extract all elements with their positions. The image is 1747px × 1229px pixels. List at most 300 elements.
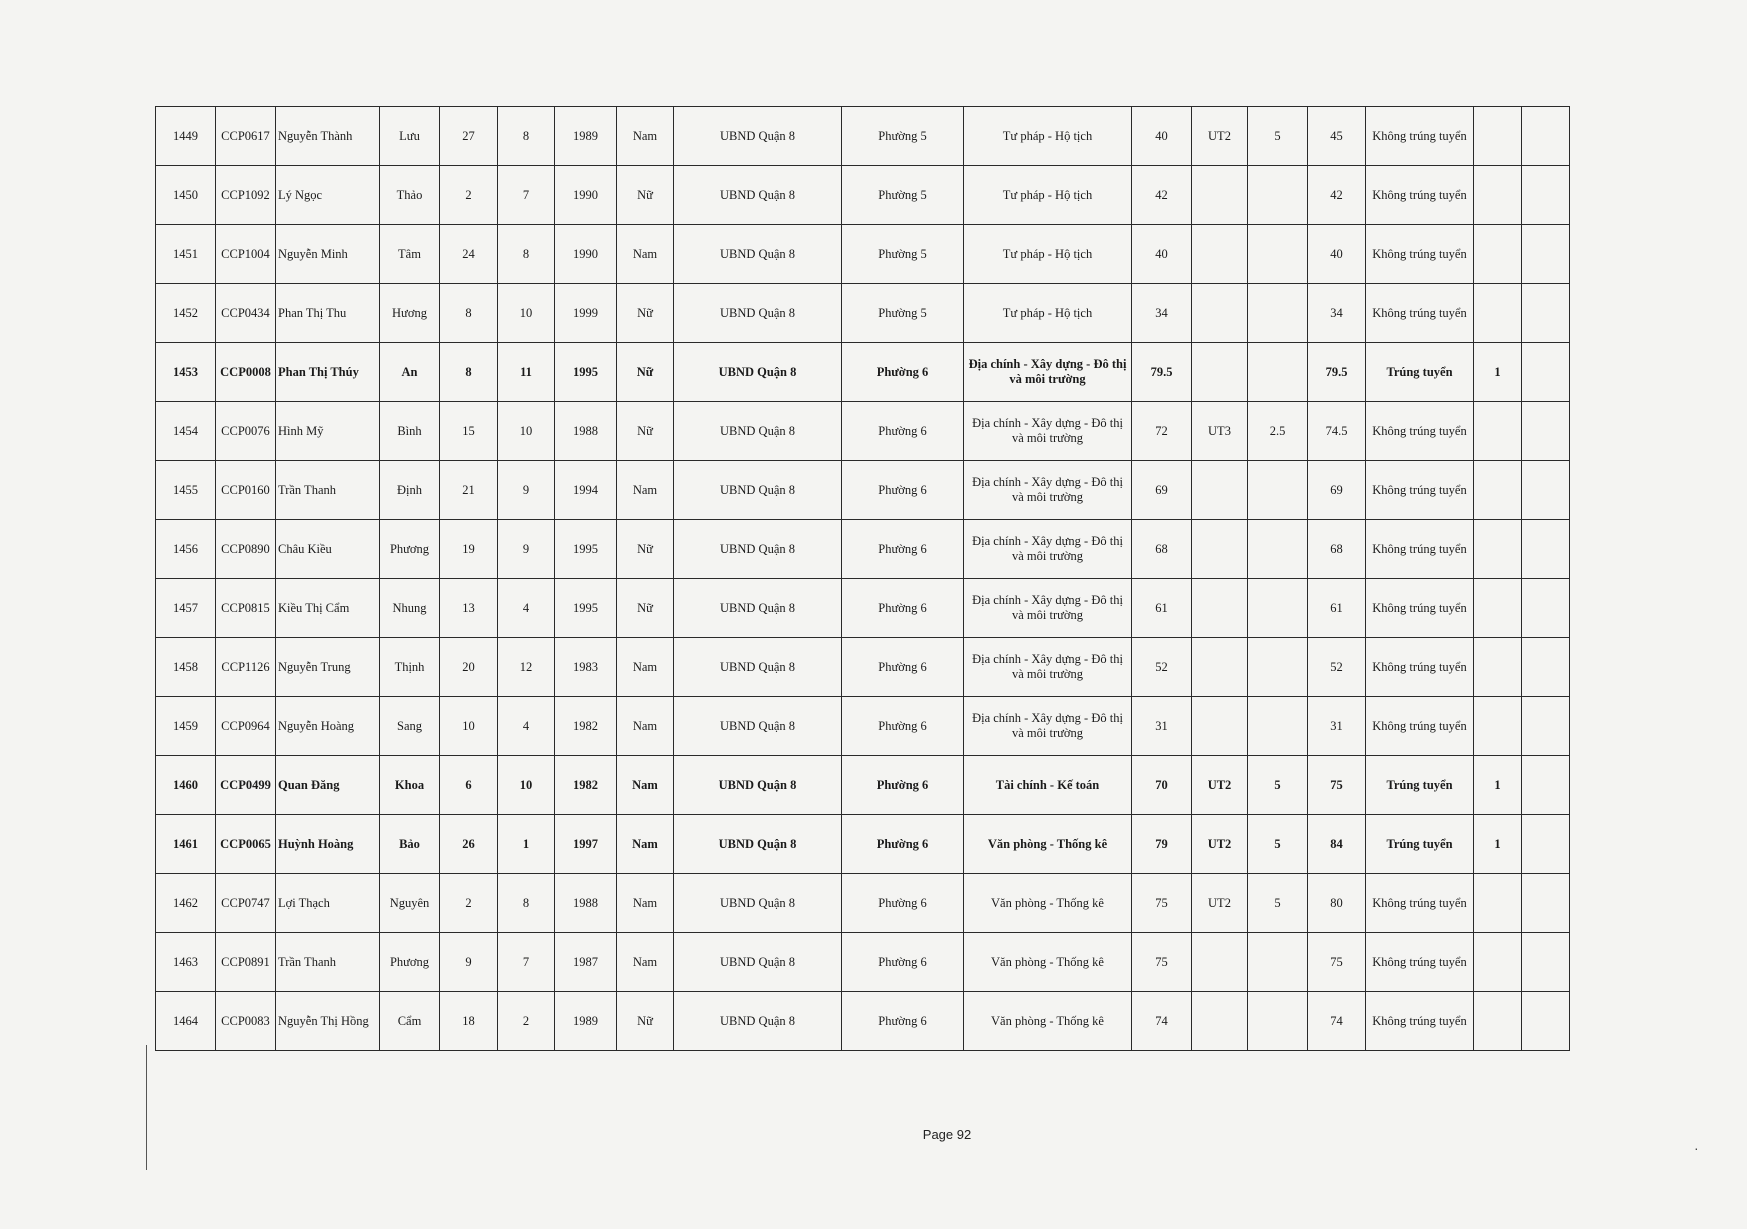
stt-cell: 1450 — [156, 166, 216, 225]
table-row — [156, 225, 1570, 284]
priority-points-cell: 2.5 — [1248, 402, 1308, 461]
birth-year-cell: 1997 — [555, 815, 617, 874]
table-row — [156, 520, 1570, 579]
stt-cell: 1459 — [156, 697, 216, 756]
birth-day-cell: 20 — [440, 638, 498, 697]
candidate-code-cell: CCP1126 — [216, 638, 276, 697]
total-cell: 74 — [1308, 992, 1366, 1051]
score-cell: 40 — [1132, 107, 1192, 166]
priority-points-cell — [1248, 461, 1308, 520]
result-cell: Không trúng tuyển — [1366, 284, 1474, 343]
total-cell: 61 — [1308, 579, 1366, 638]
surname-cell: Phan Thị Thu — [276, 284, 380, 343]
birth-year-cell: 1982 — [555, 756, 617, 815]
priority-cell — [1192, 166, 1248, 225]
birth-month-cell: 7 — [498, 166, 555, 225]
stt-cell: 1453 — [156, 343, 216, 402]
priority-points-cell: 5 — [1248, 874, 1308, 933]
position-cell: Địa chính - Xây dựng - Đô thị và môi trường — [964, 343, 1132, 402]
position-cell: Văn phòng - Thống kê — [964, 815, 1132, 874]
priority-cell: UT2 — [1192, 756, 1248, 815]
total-cell: 74.5 — [1308, 402, 1366, 461]
district-cell: UBND Quận 8 — [674, 815, 842, 874]
ward-cell: Phường 6 — [842, 520, 964, 579]
gender-cell: Nữ — [617, 579, 674, 638]
birth-year-cell: 1995 — [555, 579, 617, 638]
priority-points-cell — [1248, 638, 1308, 697]
birth-month-cell: 8 — [498, 874, 555, 933]
score-cell: 75 — [1132, 874, 1192, 933]
surname-cell: Nguyễn Trung — [276, 638, 380, 697]
birth-year-cell: 1982 — [555, 697, 617, 756]
score-cell: 79.5 — [1132, 343, 1192, 402]
gender-cell: Nam — [617, 638, 674, 697]
stt-cell: 1456 — [156, 520, 216, 579]
priority-cell: UT3 — [1192, 402, 1248, 461]
priority-points-cell — [1248, 166, 1308, 225]
birth-year-cell: 1989 — [555, 992, 617, 1051]
birth-year-cell: 1988 — [555, 402, 617, 461]
table-body — [156, 107, 1570, 1051]
ward-cell: Phường 6 — [842, 343, 964, 402]
birth-year-cell: 1989 — [555, 107, 617, 166]
candidate-code-cell: CCP0890 — [216, 520, 276, 579]
given-name-cell: Cẩm — [380, 992, 440, 1051]
district-cell: UBND Quận 8 — [674, 284, 842, 343]
table-row — [156, 697, 1570, 756]
count-cell — [1474, 933, 1522, 992]
candidate-code-cell: CCP0076 — [216, 402, 276, 461]
gender-cell: Nữ — [617, 166, 674, 225]
count-cell: 1 — [1474, 815, 1522, 874]
candidate-code-cell: CCP0964 — [216, 697, 276, 756]
ward-cell: Phường 6 — [842, 933, 964, 992]
surname-cell: Trần Thanh — [276, 933, 380, 992]
birth-month-cell: 12 — [498, 638, 555, 697]
candidate-code-cell: CCP0891 — [216, 933, 276, 992]
given-name-cell: Bình — [380, 402, 440, 461]
district-cell: UBND Quận 8 — [674, 166, 842, 225]
district-cell: UBND Quận 8 — [674, 992, 842, 1051]
given-name-cell: Khoa — [380, 756, 440, 815]
surname-cell: Nguyễn Thành — [276, 107, 380, 166]
ward-cell: Phường 6 — [842, 461, 964, 520]
given-name-cell: Phương — [380, 520, 440, 579]
birth-day-cell: 2 — [440, 874, 498, 933]
table-row — [156, 638, 1570, 697]
district-cell: UBND Quận 8 — [674, 107, 842, 166]
total-cell: 75 — [1308, 933, 1366, 992]
table-row — [156, 815, 1570, 874]
position-cell: Văn phòng - Thống kê — [964, 874, 1132, 933]
birth-month-cell: 8 — [498, 107, 555, 166]
table-row — [156, 402, 1570, 461]
stt-cell: 1460 — [156, 756, 216, 815]
score-cell: 31 — [1132, 697, 1192, 756]
priority-points-cell — [1248, 284, 1308, 343]
total-cell: 79.5 — [1308, 343, 1366, 402]
result-cell: Không trúng tuyển — [1366, 992, 1474, 1051]
surname-cell: Nguyễn Minh — [276, 225, 380, 284]
count-cell — [1474, 579, 1522, 638]
gender-cell: Nam — [617, 874, 674, 933]
stt-cell: 1457 — [156, 579, 216, 638]
result-cell: Không trúng tuyển — [1366, 520, 1474, 579]
stt-cell: 1463 — [156, 933, 216, 992]
position-cell: Địa chính - Xây dựng - Đô thị và môi trường — [964, 520, 1132, 579]
count-cell — [1474, 992, 1522, 1051]
given-name-cell: Nhung — [380, 579, 440, 638]
table-row — [156, 874, 1570, 933]
note-cell — [1522, 166, 1570, 225]
gender-cell: Nam — [617, 697, 674, 756]
total-cell: 52 — [1308, 638, 1366, 697]
priority-cell — [1192, 461, 1248, 520]
candidate-code-cell: CCP0499 — [216, 756, 276, 815]
count-cell — [1474, 107, 1522, 166]
total-cell: 40 — [1308, 225, 1366, 284]
birth-day-cell: 9 — [440, 933, 498, 992]
gender-cell: Nam — [617, 756, 674, 815]
note-cell — [1522, 284, 1570, 343]
birth-month-cell: 7 — [498, 933, 555, 992]
stt-cell: 1464 — [156, 992, 216, 1051]
table-row — [156, 166, 1570, 225]
results-table — [155, 106, 1570, 1051]
note-cell — [1522, 815, 1570, 874]
position-cell: Tư pháp - Hộ tịch — [964, 166, 1132, 225]
scan-speck: · — [1694, 1140, 1699, 1156]
birth-year-cell: 1990 — [555, 225, 617, 284]
total-cell: 84 — [1308, 815, 1366, 874]
district-cell: UBND Quận 8 — [674, 874, 842, 933]
result-cell: Không trúng tuyển — [1366, 402, 1474, 461]
result-cell: Không trúng tuyển — [1366, 874, 1474, 933]
ward-cell: Phường 5 — [842, 284, 964, 343]
priority-points-cell: 5 — [1248, 107, 1308, 166]
surname-cell: Kiều Thị Cẩm — [276, 579, 380, 638]
position-cell: Văn phòng - Thống kê — [964, 933, 1132, 992]
given-name-cell: Định — [380, 461, 440, 520]
count-cell: 1 — [1474, 343, 1522, 402]
priority-cell — [1192, 933, 1248, 992]
priority-points-cell — [1248, 992, 1308, 1051]
birth-year-cell: 1995 — [555, 343, 617, 402]
surname-cell: Lý Ngọc — [276, 166, 380, 225]
count-cell — [1474, 697, 1522, 756]
candidate-code-cell: CCP0747 — [216, 874, 276, 933]
page-number: Page 92 — [922, 1127, 972, 1142]
birth-year-cell: 1990 — [555, 166, 617, 225]
count-cell — [1474, 284, 1522, 343]
birth-month-cell: 8 — [498, 225, 555, 284]
result-cell: Không trúng tuyển — [1366, 166, 1474, 225]
ward-cell: Phường 6 — [842, 579, 964, 638]
ward-cell: Phường 5 — [842, 225, 964, 284]
birth-day-cell: 18 — [440, 992, 498, 1051]
priority-cell — [1192, 579, 1248, 638]
result-cell: Không trúng tuyển — [1366, 107, 1474, 166]
candidate-code-cell: CCP0815 — [216, 579, 276, 638]
result-cell: Không trúng tuyển — [1366, 638, 1474, 697]
stt-cell: 1461 — [156, 815, 216, 874]
count-cell — [1474, 461, 1522, 520]
score-cell: 61 — [1132, 579, 1192, 638]
total-cell: 45 — [1308, 107, 1366, 166]
birth-year-cell: 1987 — [555, 933, 617, 992]
birth-month-cell: 10 — [498, 402, 555, 461]
result-cell: Không trúng tuyển — [1366, 225, 1474, 284]
birth-year-cell: 1999 — [555, 284, 617, 343]
result-cell: Trúng tuyển — [1366, 343, 1474, 402]
priority-cell — [1192, 638, 1248, 697]
gender-cell: Nam — [617, 815, 674, 874]
priority-cell — [1192, 284, 1248, 343]
candidate-code-cell: CCP0008 — [216, 343, 276, 402]
priority-points-cell: 5 — [1248, 815, 1308, 874]
birth-day-cell: 8 — [440, 343, 498, 402]
count-cell — [1474, 874, 1522, 933]
count-cell — [1474, 638, 1522, 697]
ward-cell: Phường 6 — [842, 756, 964, 815]
table-row — [156, 284, 1570, 343]
gender-cell: Nữ — [617, 284, 674, 343]
note-cell — [1522, 756, 1570, 815]
stt-cell: 1452 — [156, 284, 216, 343]
total-cell: 68 — [1308, 520, 1366, 579]
birth-day-cell: 21 — [440, 461, 498, 520]
table-row — [156, 343, 1570, 402]
position-cell: Tư pháp - Hộ tịch — [964, 284, 1132, 343]
given-name-cell: Phương — [380, 933, 440, 992]
ward-cell: Phường 6 — [842, 402, 964, 461]
count-cell — [1474, 402, 1522, 461]
surname-cell: Lợi Thạch — [276, 874, 380, 933]
priority-points-cell: 5 — [1248, 756, 1308, 815]
surname-cell: Quan Đăng — [276, 756, 380, 815]
score-cell: 68 — [1132, 520, 1192, 579]
score-cell: 72 — [1132, 402, 1192, 461]
birth-month-cell: 10 — [498, 756, 555, 815]
birth-day-cell: 13 — [440, 579, 498, 638]
note-cell — [1522, 402, 1570, 461]
position-cell: Tư pháp - Hộ tịch — [964, 225, 1132, 284]
total-cell: 75 — [1308, 756, 1366, 815]
note-cell — [1522, 697, 1570, 756]
priority-points-cell — [1248, 697, 1308, 756]
gender-cell: Nữ — [617, 343, 674, 402]
priority-cell — [1192, 697, 1248, 756]
district-cell: UBND Quận 8 — [674, 343, 842, 402]
stt-cell: 1451 — [156, 225, 216, 284]
priority-points-cell — [1248, 343, 1308, 402]
birth-month-cell: 4 — [498, 697, 555, 756]
birth-month-cell: 10 — [498, 284, 555, 343]
position-cell: Tư pháp - Hộ tịch — [964, 107, 1132, 166]
gender-cell: Nữ — [617, 520, 674, 579]
birth-month-cell: 11 — [498, 343, 555, 402]
candidate-code-cell: CCP0083 — [216, 992, 276, 1051]
priority-points-cell — [1248, 933, 1308, 992]
note-cell — [1522, 107, 1570, 166]
table-row — [156, 107, 1570, 166]
candidate-code-cell: CCP0434 — [216, 284, 276, 343]
birth-year-cell: 1994 — [555, 461, 617, 520]
note-cell — [1522, 343, 1570, 402]
priority-cell: UT2 — [1192, 107, 1248, 166]
note-cell — [1522, 992, 1570, 1051]
birth-month-cell: 2 — [498, 992, 555, 1051]
gender-cell: Nữ — [617, 992, 674, 1051]
count-cell: 1 — [1474, 756, 1522, 815]
scan-margin-line — [146, 1045, 147, 1170]
position-cell: Địa chính - Xây dựng - Đô thị và môi trường — [964, 402, 1132, 461]
surname-cell: Huỳnh Hoàng — [276, 815, 380, 874]
result-cell: Không trúng tuyển — [1366, 933, 1474, 992]
gender-cell: Nam — [617, 225, 674, 284]
score-cell: 69 — [1132, 461, 1192, 520]
gender-cell: Nữ — [617, 402, 674, 461]
district-cell: UBND Quận 8 — [674, 225, 842, 284]
birth-day-cell: 8 — [440, 284, 498, 343]
score-cell: 75 — [1132, 933, 1192, 992]
priority-cell: UT2 — [1192, 874, 1248, 933]
score-cell: 70 — [1132, 756, 1192, 815]
birth-day-cell: 26 — [440, 815, 498, 874]
birth-month-cell: 9 — [498, 520, 555, 579]
given-name-cell: Thịnh — [380, 638, 440, 697]
result-cell: Không trúng tuyển — [1366, 579, 1474, 638]
birth-day-cell: 27 — [440, 107, 498, 166]
position-cell: Địa chính - Xây dựng - Đô thị và môi trường — [964, 638, 1132, 697]
total-cell: 42 — [1308, 166, 1366, 225]
given-name-cell: Sang — [380, 697, 440, 756]
district-cell: UBND Quận 8 — [674, 697, 842, 756]
total-cell: 34 — [1308, 284, 1366, 343]
priority-points-cell — [1248, 520, 1308, 579]
stt-cell: 1449 — [156, 107, 216, 166]
stt-cell: 1454 — [156, 402, 216, 461]
birth-month-cell: 1 — [498, 815, 555, 874]
birth-day-cell: 6 — [440, 756, 498, 815]
ward-cell: Phường 6 — [842, 697, 964, 756]
given-name-cell: An — [380, 343, 440, 402]
result-cell: Không trúng tuyển — [1366, 461, 1474, 520]
position-cell: Địa chính - Xây dựng - Đô thị và môi trường — [964, 579, 1132, 638]
priority-cell — [1192, 992, 1248, 1051]
score-cell: 74 — [1132, 992, 1192, 1051]
gender-cell: Nam — [617, 107, 674, 166]
total-cell: 80 — [1308, 874, 1366, 933]
total-cell: 31 — [1308, 697, 1366, 756]
position-cell: Địa chính - Xây dựng - Đô thị và môi trường — [964, 461, 1132, 520]
birth-year-cell: 1988 — [555, 874, 617, 933]
table-row — [156, 461, 1570, 520]
priority-points-cell — [1248, 579, 1308, 638]
score-cell: 52 — [1132, 638, 1192, 697]
result-cell: Trúng tuyển — [1366, 815, 1474, 874]
stt-cell: 1455 — [156, 461, 216, 520]
stt-cell: 1462 — [156, 874, 216, 933]
count-cell — [1474, 520, 1522, 579]
district-cell: UBND Quận 8 — [674, 461, 842, 520]
score-cell: 40 — [1132, 225, 1192, 284]
birth-year-cell: 1983 — [555, 638, 617, 697]
note-cell — [1522, 520, 1570, 579]
result-cell: Không trúng tuyển — [1366, 697, 1474, 756]
note-cell — [1522, 874, 1570, 933]
district-cell: UBND Quận 8 — [674, 579, 842, 638]
ward-cell: Phường 6 — [842, 874, 964, 933]
ward-cell: Phường 6 — [842, 815, 964, 874]
table-row — [156, 992, 1570, 1051]
district-cell: UBND Quận 8 — [674, 638, 842, 697]
note-cell — [1522, 933, 1570, 992]
priority-cell — [1192, 225, 1248, 284]
birth-day-cell: 10 — [440, 697, 498, 756]
birth-month-cell: 4 — [498, 579, 555, 638]
candidate-code-cell: CCP1004 — [216, 225, 276, 284]
given-name-cell: Lưu — [380, 107, 440, 166]
score-cell: 79 — [1132, 815, 1192, 874]
priority-cell: UT2 — [1192, 815, 1248, 874]
candidate-code-cell: CCP0617 — [216, 107, 276, 166]
district-cell: UBND Quận 8 — [674, 402, 842, 461]
score-cell: 34 — [1132, 284, 1192, 343]
birth-day-cell: 15 — [440, 402, 498, 461]
given-name-cell: Bảo — [380, 815, 440, 874]
birth-month-cell: 9 — [498, 461, 555, 520]
surname-cell: Phan Thị Thúy — [276, 343, 380, 402]
candidate-code-cell: CCP1092 — [216, 166, 276, 225]
score-cell: 42 — [1132, 166, 1192, 225]
table-row — [156, 579, 1570, 638]
surname-cell: Nguyễn Hoàng — [276, 697, 380, 756]
given-name-cell: Hương — [380, 284, 440, 343]
gender-cell: Nam — [617, 461, 674, 520]
note-cell — [1522, 225, 1570, 284]
birth-year-cell: 1995 — [555, 520, 617, 579]
surname-cell: Nguyễn Thị Hồng — [276, 992, 380, 1051]
district-cell: UBND Quận 8 — [674, 756, 842, 815]
note-cell — [1522, 461, 1570, 520]
result-cell: Trúng tuyển — [1366, 756, 1474, 815]
table-row — [156, 933, 1570, 992]
gender-cell: Nam — [617, 933, 674, 992]
position-cell: Văn phòng - Thống kê — [964, 992, 1132, 1051]
candidate-code-cell: CCP0160 — [216, 461, 276, 520]
ward-cell: Phường 6 — [842, 992, 964, 1051]
birth-day-cell: 19 — [440, 520, 498, 579]
stt-cell: 1458 — [156, 638, 216, 697]
candidate-code-cell: CCP0065 — [216, 815, 276, 874]
table-row — [156, 756, 1570, 815]
total-cell: 69 — [1308, 461, 1366, 520]
priority-cell — [1192, 520, 1248, 579]
birth-day-cell: 2 — [440, 166, 498, 225]
birth-day-cell: 24 — [440, 225, 498, 284]
priority-cell — [1192, 343, 1248, 402]
note-cell — [1522, 579, 1570, 638]
position-cell: Tài chính - Kế toán — [964, 756, 1132, 815]
surname-cell: Châu Kiều — [276, 520, 380, 579]
note-cell — [1522, 638, 1570, 697]
ward-cell: Phường 6 — [842, 638, 964, 697]
given-name-cell: Thảo — [380, 166, 440, 225]
given-name-cell: Nguyên — [380, 874, 440, 933]
count-cell — [1474, 225, 1522, 284]
district-cell: UBND Quận 8 — [674, 933, 842, 992]
